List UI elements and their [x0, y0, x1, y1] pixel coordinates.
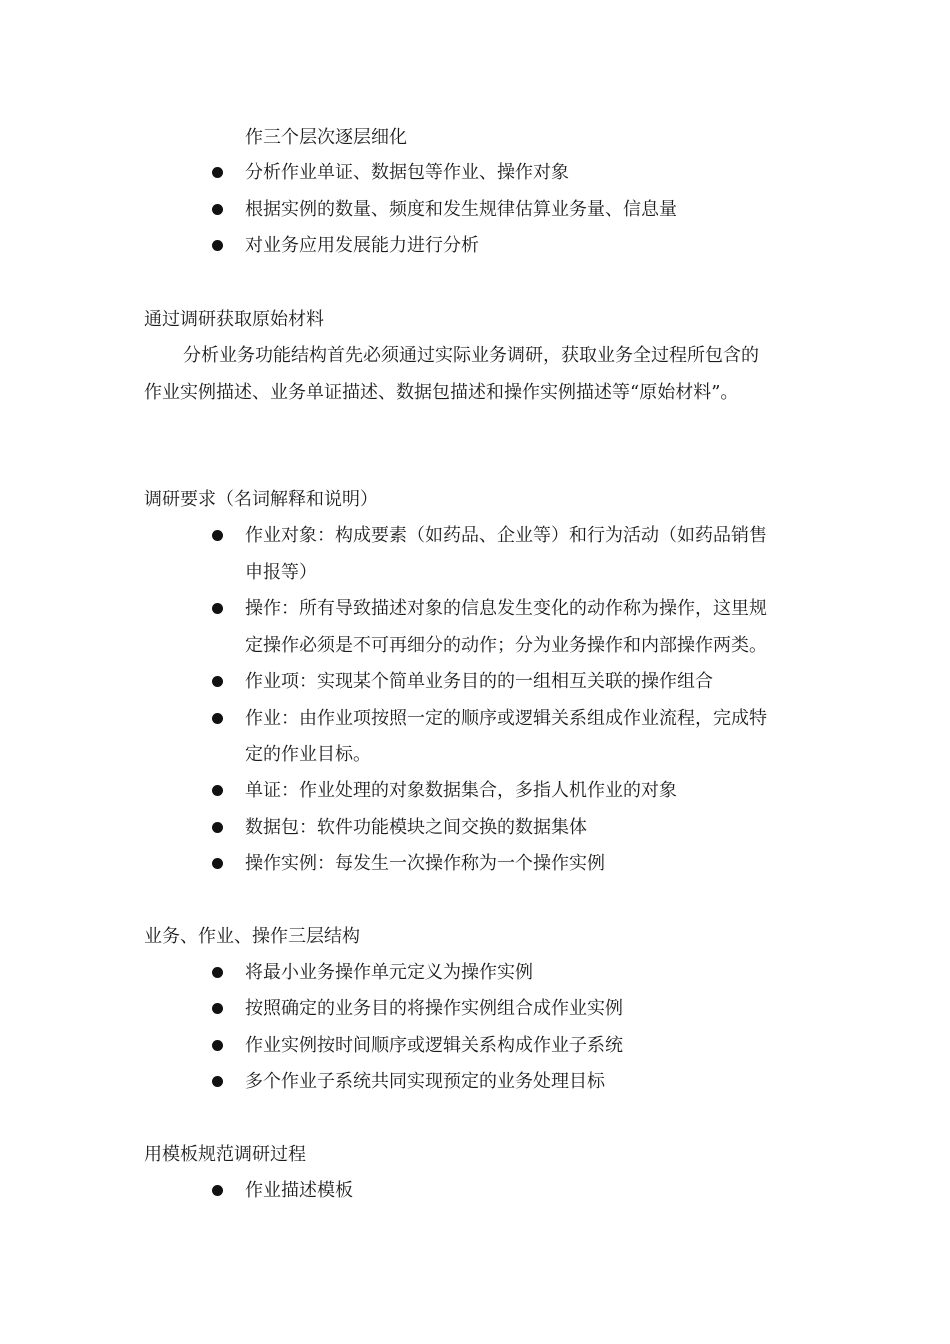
- section-heading: 调研要求（名词解释和说明）: [144, 489, 378, 510]
- paragraph-line: 作业实例描述、业务单证描述、数据包描述和操作实例描述等“原始材料”。: [144, 382, 739, 403]
- list-item: 多个作业子系统共同实现预定的业务处理目标: [245, 1071, 605, 1092]
- bullet-icon: [212, 1076, 223, 1087]
- bullet-icon: [212, 1040, 223, 1051]
- section-heading: 用模板规范调研过程: [144, 1144, 306, 1165]
- list-item: 数据包：软件功能模块之间交换的数据集体: [245, 817, 587, 838]
- list-item: 单证：作业处理的对象数据集合，多指人机作业的对象: [245, 780, 677, 801]
- bullet-icon: [212, 676, 223, 687]
- list-item: 将最小业务操作单元定义为操作实例: [245, 962, 533, 983]
- list-item: 作业实例按时间顺序或逻辑关系构成作业子系统: [245, 1035, 623, 1056]
- bullet-icon: [212, 1185, 223, 1196]
- list-item: 作业描述模板: [245, 1180, 353, 1201]
- bullet-icon: [212, 240, 223, 251]
- bullet-icon: [212, 603, 223, 614]
- section-heading: 通过调研获取原始材料: [144, 309, 324, 330]
- paragraph-line: 分析业务功能结构首先必须通过实际业务调研，获取业务全过程所包含的: [183, 345, 759, 366]
- list-item: 根据实例的数量、频度和发生规律估算业务量、信息量: [245, 199, 677, 220]
- bullet-icon: [212, 785, 223, 796]
- list-item-continuation: 申报等）: [245, 562, 317, 583]
- bullet-icon: [212, 967, 223, 978]
- list-item: 分析作业单证、数据包等作业、操作对象: [245, 162, 569, 183]
- list-item: 作业：由作业项按照一定的顺序或逻辑关系组成作业流程，完成特: [245, 708, 767, 729]
- continuation-text: 作三个层次逐层细化: [245, 127, 407, 148]
- list-item: 操作实例：每发生一次操作称为一个操作实例: [245, 853, 605, 874]
- bullet-icon: [212, 1003, 223, 1014]
- list-item: 对业务应用发展能力进行分析: [245, 235, 479, 256]
- list-item: 操作：所有导致描述对象的信息发生变化的动作称为操作，这里规: [245, 598, 767, 619]
- bullet-icon: [212, 713, 223, 724]
- bullet-icon: [212, 167, 223, 178]
- list-item: 按照确定的业务目的将操作实例组合成作业实例: [245, 998, 623, 1019]
- section-heading: 业务、作业、操作三层结构: [144, 926, 360, 947]
- list-item: 作业对象：构成要素（如药品、企业等）和行为活动（如药品销售: [245, 525, 767, 546]
- list-item-continuation: 定的作业目标。: [245, 744, 371, 765]
- list-item-continuation: 定操作必须是不可再细分的动作；分为业务操作和内部操作两类。: [245, 635, 767, 656]
- bullet-icon: [212, 530, 223, 541]
- bullet-icon: [212, 822, 223, 833]
- list-item: 作业项：实现某个简单业务目的的一组相互关联的操作组合: [245, 671, 713, 692]
- bullet-icon: [212, 858, 223, 869]
- bullet-icon: [212, 204, 223, 215]
